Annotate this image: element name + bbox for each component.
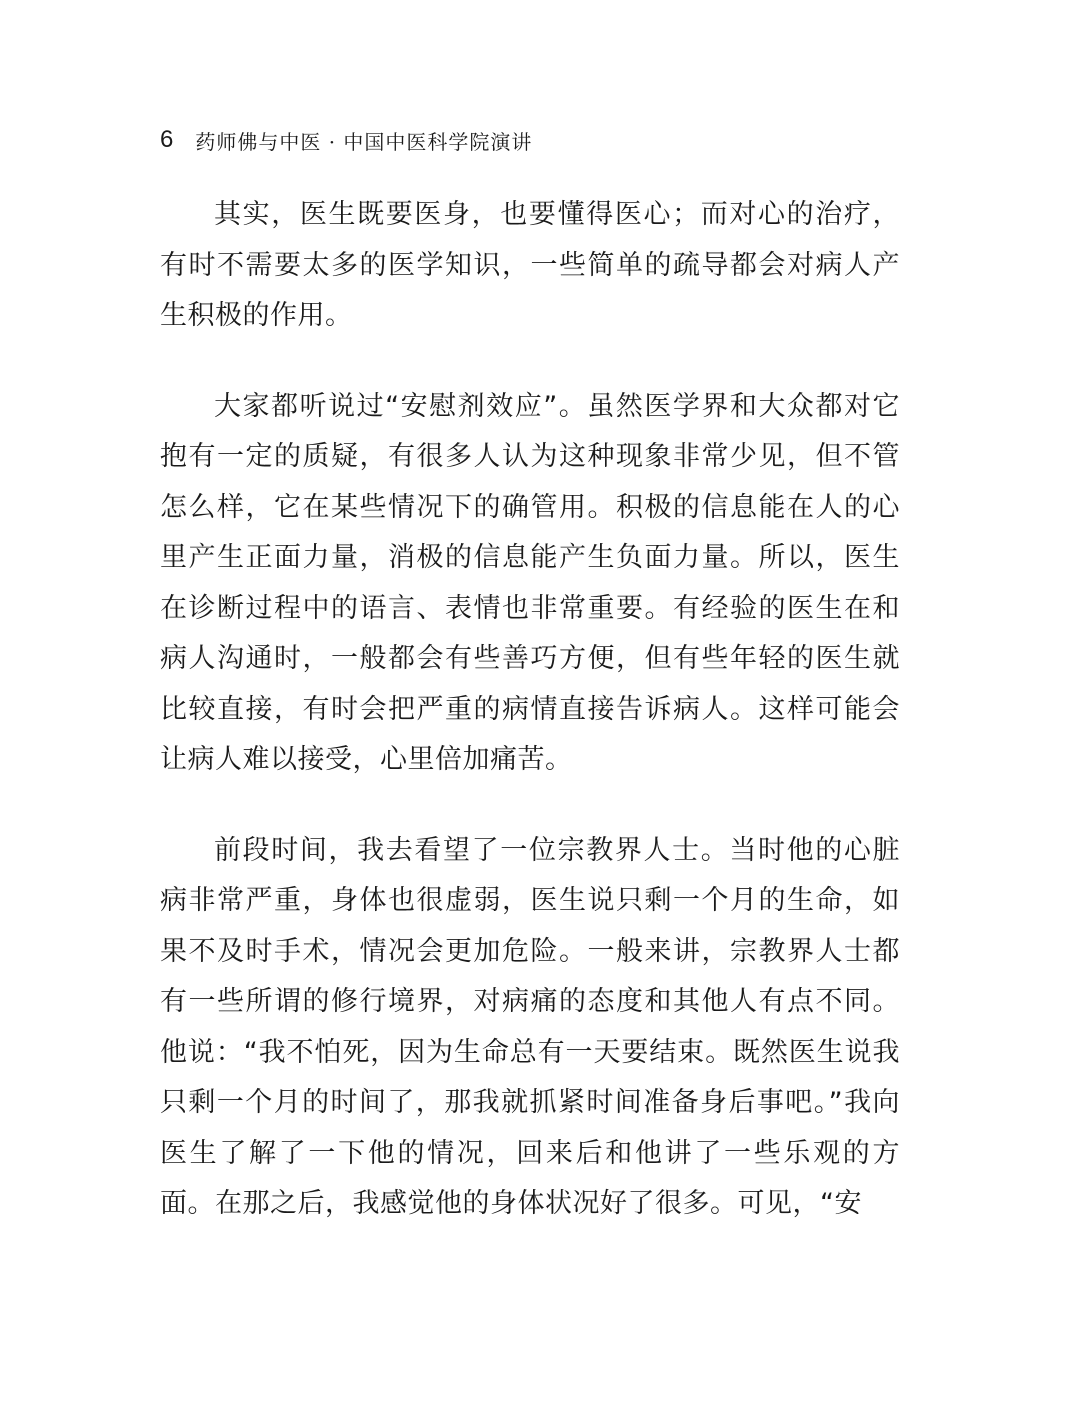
running-header-title: 药师佛与中医 · 中国中医科学院演讲 [195,129,533,154]
running-header [160,124,532,156]
paragraph: 大家都听说过“安慰剂效应”。虽然医学界和大众都对它抱有一定的质疑，有很多人认为这种现象非常少见，但不管怎么样，它在某些情况下的确管用。积极的信息能在人的心里产生正面力量，消极的信息能产生负面力量。所以，医生在诊断过程中的语言、表情也非常重要。有经验的医生在和病人沟通时，一般都会有些善巧方便，但有些年轻的医生就比较直接，有时会把严重的病情直接告诉病人。这样可能会让病人难以接受，心里倍加痛苦。 [160,390,900,775]
paragraph: 其实，医生既要医身，也要懂得医心；而对心的治疗，有时不需要太多的医学知识，一些简单的疏导都会对病人产生积极的作用。 [160,199,900,331]
page-number: 6 [160,126,174,153]
body-text [160,190,900,1230]
paragraph: 前段时间，我去看望了一位宗教界人士。当时他的心脏病非常严重，身体也很虚弱，医生说只剩一个月的生命，如果不及时手术，情况会更加危险。一般来讲，宗教界人士都有一些所谓的修行境界，对病痛的态度和其他人有点不同。他说：“我不怕死，因为生命总有一天要结束。既然医生说我只剩一个月的时间了，那我就抓紧时间准备身后事吧。”我向医生了解了一下他的情况，回来后和他讲了一些乐观的方面。在那之后，我感觉他的身体状况好了很多。可见，“安 [160,834,900,1219]
